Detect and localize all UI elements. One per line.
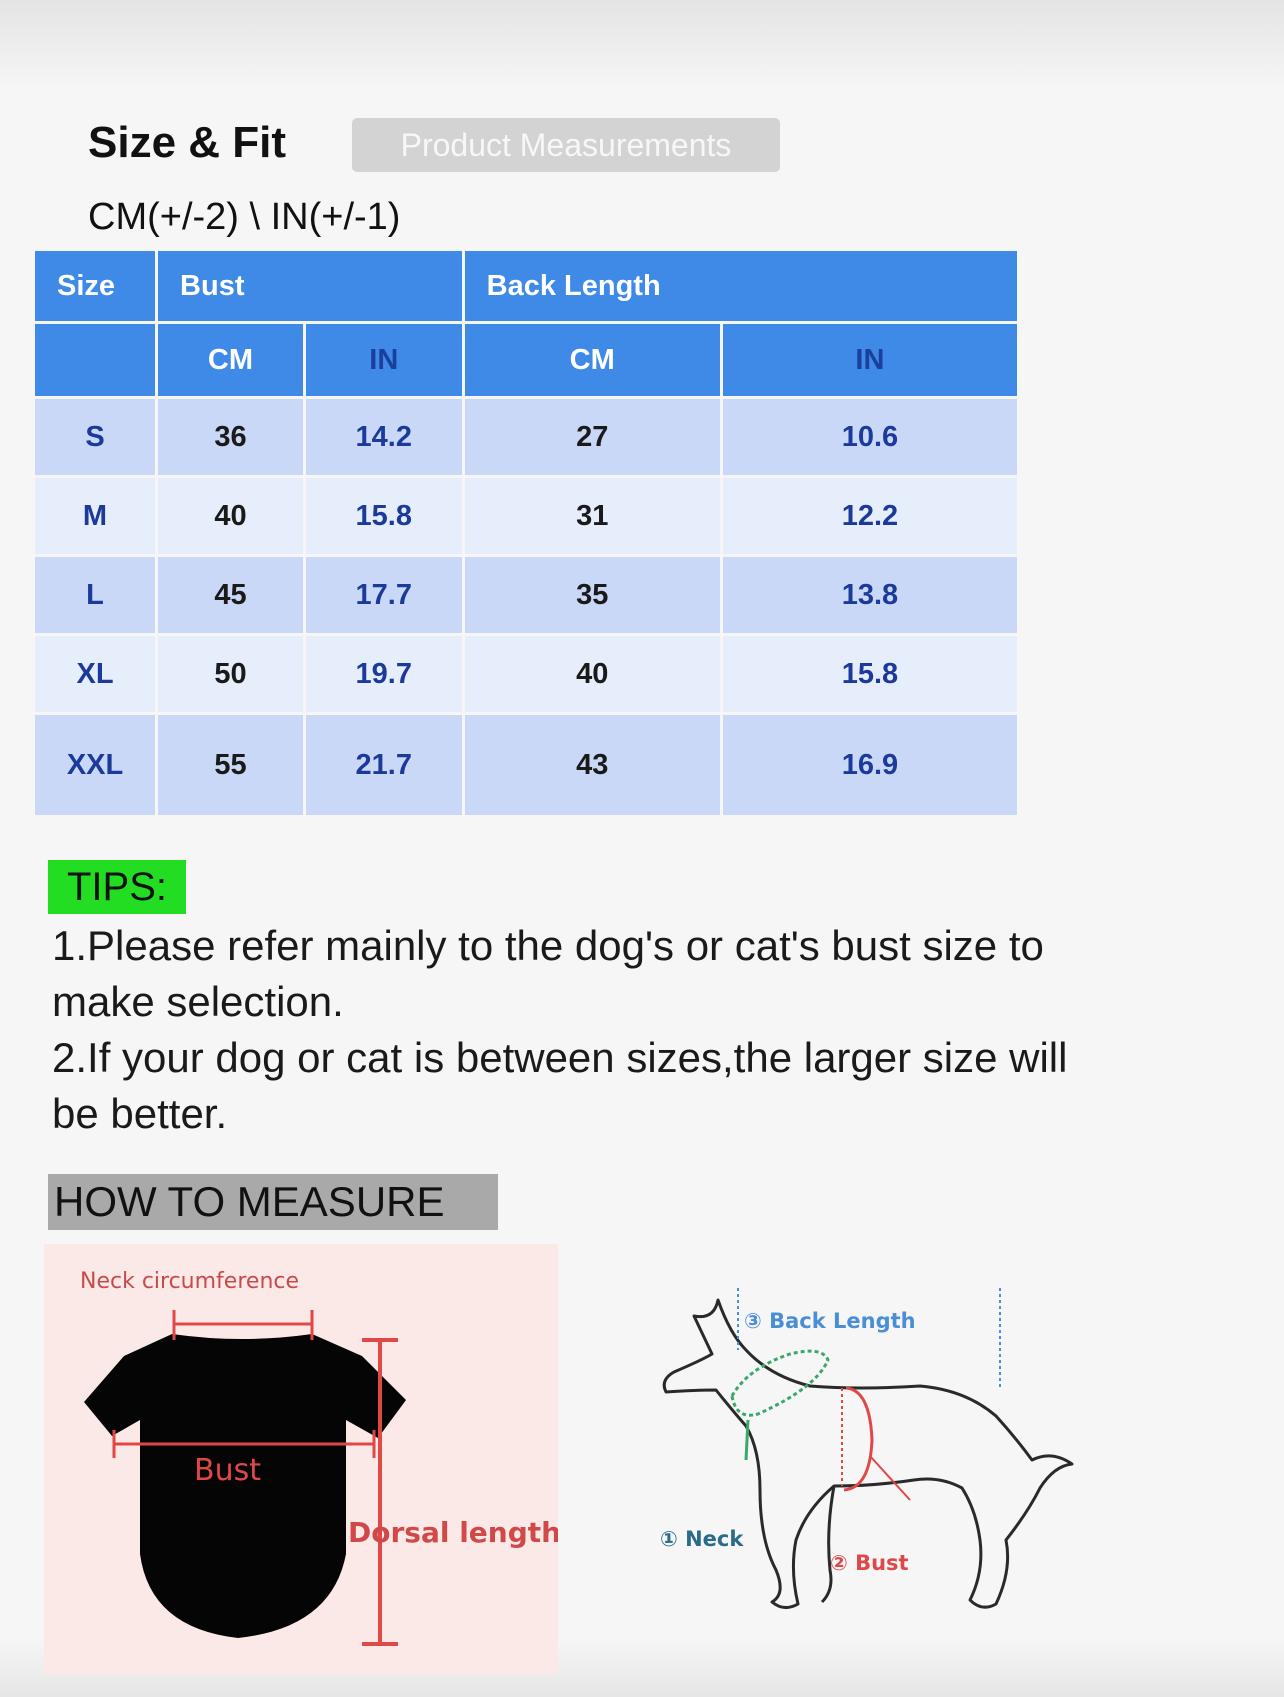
dog-measure-panel	[620, 1250, 1090, 1670]
unit-bust-in: IN	[306, 324, 462, 396]
cell-back-cm: 35	[465, 557, 720, 633]
table-row	[35, 557, 1017, 633]
tolerance-note: CM(+/-2) \ IN(+/-1)	[88, 196, 401, 238]
table-unit-row	[35, 324, 1017, 396]
cell-bust-cm: 55	[158, 715, 303, 815]
unit-empty	[35, 324, 155, 396]
cell-bust-in: 17.7	[306, 557, 462, 633]
table-header-row	[35, 251, 1017, 321]
header-bust: Bust	[158, 251, 462, 321]
tip-2-line-2: be better.	[52, 1090, 228, 1137]
cell-bust-in: 15.8	[306, 478, 462, 554]
cell-back-cm: 40	[465, 636, 720, 712]
bust-label: Bust	[194, 1453, 261, 1488]
cell-size: S	[35, 399, 155, 475]
cell-bust-cm: 45	[158, 557, 303, 633]
how-to-measure-badge: HOW TO MEASURE	[48, 1174, 498, 1230]
cell-size: XXL	[35, 715, 155, 815]
cell-back-cm: 27	[465, 399, 720, 475]
unit-back-in: IN	[723, 324, 1017, 396]
neck-circumference-label: Neck circumference	[80, 1269, 300, 1294]
top-fade	[0, 0, 1284, 90]
cell-back-in: 15.8	[723, 636, 1017, 712]
cell-back-in: 12.2	[723, 478, 1017, 554]
cell-size: L	[35, 557, 155, 633]
dog-diagram	[620, 1250, 1090, 1670]
dog-front-leg	[822, 1486, 834, 1602]
header-size: Size	[35, 251, 155, 321]
shirt-diagram	[44, 1244, 558, 1674]
dog-bust-label: ② Bust	[830, 1551, 909, 1575]
cell-bust-cm: 50	[158, 636, 303, 712]
table-row	[35, 715, 1017, 815]
unit-back-cm: CM	[465, 324, 720, 396]
cell-back-cm: 31	[465, 478, 720, 554]
cell-back-in: 13.8	[723, 557, 1017, 633]
unit-bust-cm: CM	[158, 324, 303, 396]
shirt-measure-panel	[44, 1244, 558, 1674]
cell-bust-cm: 40	[158, 478, 303, 554]
header-back-length: Back Length	[465, 251, 1017, 321]
neck-measure-ring	[732, 1351, 828, 1415]
cell-back-in: 10.6	[723, 399, 1017, 475]
bust-measure-ring	[844, 1388, 872, 1490]
cell-bust-in: 14.2	[306, 399, 462, 475]
cell-bust-cm: 36	[158, 399, 303, 475]
tips-badge: TIPS:	[48, 860, 186, 914]
cell-size: XL	[35, 636, 155, 712]
tip-1-line-2: make selection.	[52, 978, 344, 1025]
cell-size: M	[35, 478, 155, 554]
tip-2-line-1: 2.If your dog or cat is between sizes,the larger size will	[52, 1034, 1068, 1081]
table-row	[35, 478, 1017, 554]
product-measurements-tab[interactable]: Product Measurements	[352, 118, 780, 172]
size-chart-table	[32, 248, 1020, 818]
back-length-label: ③ Back Length	[744, 1309, 916, 1333]
table-row	[35, 636, 1017, 712]
cell-back-cm: 43	[465, 715, 720, 815]
cell-bust-in: 21.7	[306, 715, 462, 815]
dorsal-length-label: Dorsal length	[348, 1516, 558, 1549]
tip-1-line-1: 1.Please refer mainly to the dog's or cat's bust size to	[52, 922, 1044, 969]
page-title: Size & Fit	[88, 118, 287, 167]
cell-back-in: 16.9	[723, 715, 1017, 815]
cell-bust-in: 19.7	[306, 636, 462, 712]
dog-neck-label: ① Neck	[660, 1527, 744, 1551]
table-row	[35, 399, 1017, 475]
